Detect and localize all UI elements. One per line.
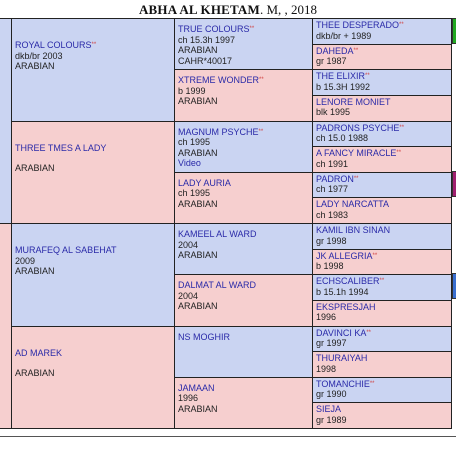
ancestor-detail: dkb/br + 1989 xyxy=(316,30,372,41)
ancestor-name: KAMIL IBN SINAN xyxy=(316,225,391,235)
ancestor-detail: dkb/br 2003 xyxy=(15,50,63,61)
ancestor-detail: b 1998 xyxy=(316,261,344,272)
ancestor-name-link[interactable] xyxy=(316,276,448,287)
gen3-ancestor-cell xyxy=(312,351,452,378)
ancestor-name-link[interactable] xyxy=(178,229,309,240)
ancestor-name-link[interactable] xyxy=(316,199,448,210)
ancestor-detail: 2004 xyxy=(178,239,199,250)
ancestor-name-link[interactable] xyxy=(178,332,309,343)
gen3-ancestor-cell xyxy=(312,274,452,301)
ancestor-name: THURAIYAH xyxy=(316,353,368,364)
ancestor-name-link[interactable] xyxy=(316,20,448,31)
ancestor-name-link[interactable] xyxy=(316,46,448,57)
gen3-ancestor-cell xyxy=(312,69,452,96)
gen3-ancestor-cell xyxy=(312,197,452,224)
ancestor-detail: ARABIAN xyxy=(15,266,55,277)
ancestor-detail: ch 1983 xyxy=(316,209,349,220)
gen3-ancestor-cell xyxy=(312,402,452,429)
blue-marker xyxy=(452,273,456,299)
gen2-ancestor-cell xyxy=(174,377,313,429)
ancestor-name: ROYAL COLOURS xyxy=(15,40,92,51)
ancestor-name: JK ALLEGRIA xyxy=(316,250,373,261)
ancestor-name-link[interactable] xyxy=(15,348,171,359)
registered-mark: ** xyxy=(353,47,359,54)
registered-mark: ** xyxy=(399,22,404,28)
horse-name: ABHA AL KHETAM xyxy=(138,2,260,17)
gen3-ancestor-cell xyxy=(312,121,452,148)
ancestor-detail: b 15.1h 1994 xyxy=(316,286,369,297)
ancestor-detail: 1996 xyxy=(316,312,337,323)
purple-marker xyxy=(452,171,456,197)
gen1-ancestor-cell xyxy=(11,121,175,225)
ancestor-name: ECHSCALIBER xyxy=(316,276,380,287)
ancestor-name-link[interactable] xyxy=(15,40,171,51)
gen2-ancestor-cell xyxy=(174,223,313,275)
ancestor-name: DALMAT AL WARD xyxy=(178,280,257,291)
ancestor-detail: ARABIAN xyxy=(178,45,218,55)
registered-mark: ** xyxy=(379,278,385,285)
ancestor-name: MURAFEQ AL SABEHAT xyxy=(15,245,117,256)
registered-mark: ** xyxy=(258,128,264,135)
gen2-ancestor-cell xyxy=(174,326,313,378)
registered-mark: ** xyxy=(353,175,359,182)
ancestor-detail: 1998 xyxy=(316,363,337,374)
video-link[interactable]: Video xyxy=(178,158,201,168)
ancestor-detail: ARABIAN xyxy=(15,61,55,72)
ancestor-name-link[interactable] xyxy=(15,245,171,256)
ancestor-detail: ARABIAN xyxy=(15,368,55,379)
ancestor-name: LADY AURIA xyxy=(178,177,231,188)
ancestor-detail xyxy=(15,153,171,163)
registered-mark: ** xyxy=(365,73,370,80)
gen3-ancestor-cell xyxy=(312,300,452,327)
divider xyxy=(0,436,456,437)
ancestor-name: MAGNUM PSYCHE xyxy=(178,126,259,137)
ancestor-name-link[interactable] xyxy=(178,383,309,394)
ancestor-detail: CAHR*40017 xyxy=(178,55,233,66)
ancestor-name: KAMEEL AL WARD xyxy=(178,229,257,239)
gen2-ancestor-cell xyxy=(174,18,313,70)
gen3-ancestor-cell xyxy=(312,223,452,250)
ancestor-detail: ch 1995 xyxy=(178,188,211,199)
gen2-ancestor-cell xyxy=(174,172,313,224)
ancestor-name-link[interactable] xyxy=(316,225,448,236)
ancestor-name-link[interactable] xyxy=(316,328,448,339)
ancestor-name: THE ELIXIR xyxy=(316,71,366,82)
ancestor-detail: blk 1995 xyxy=(316,107,351,118)
ancestor-name: DAHEDA xyxy=(316,45,354,56)
gen2-ancestor-cell xyxy=(174,274,313,326)
ancestor-name-link[interactable] xyxy=(316,97,448,108)
horse-details: . M, , 2018 xyxy=(259,2,318,17)
gen3-ancestor-cell xyxy=(312,377,452,404)
ancestor-detail: 2004 xyxy=(178,290,199,301)
ancestor-name: NS MOGHIR xyxy=(178,331,231,342)
gen3-ancestor-cell xyxy=(312,249,452,276)
ancestor-name: LENORE MONIET xyxy=(316,96,391,107)
ancestor-detail: 1996 xyxy=(178,393,199,404)
gen2-ancestor-cell xyxy=(174,121,313,173)
ancestor-name-link[interactable] xyxy=(316,123,448,134)
ancestor-name: THREE TMES A LADY xyxy=(15,142,107,153)
registered-mark: ** xyxy=(366,329,372,336)
ancestor-name: XTREME WONDER xyxy=(178,75,259,86)
registered-mark: ** xyxy=(396,150,402,157)
ancestor-detail: b 1999 xyxy=(178,85,206,96)
ancestor-name: EKSPRESJAH xyxy=(316,301,376,312)
ancestor-name: THEE DESPERADO xyxy=(316,20,400,30)
registered-mark: ** xyxy=(372,252,378,259)
gen3-ancestor-cell xyxy=(312,95,452,122)
gen1-ancestor-cell xyxy=(11,326,175,430)
ancestor-name: AD MAREK xyxy=(15,347,63,358)
gen3-ancestor-cell xyxy=(312,172,452,199)
ancestor-name-link[interactable] xyxy=(316,251,448,262)
gen1-ancestor-cell xyxy=(11,18,175,122)
ancestor-detail: gr 1998 xyxy=(316,235,347,246)
ancestor-name-link[interactable] xyxy=(178,24,309,35)
ancestor-name-link[interactable] xyxy=(316,71,448,82)
gen3-ancestor-cell xyxy=(312,44,452,71)
ancestor-name-link[interactable] xyxy=(316,379,448,390)
ancestor-name: PADRON xyxy=(316,173,354,184)
registered-mark: ** xyxy=(91,42,97,49)
ancestor-name-link[interactable] xyxy=(178,75,309,86)
gen3-ancestor-cell xyxy=(312,326,452,353)
ancestor-detail: ARABIAN xyxy=(178,403,218,414)
ancestor-name-link[interactable] xyxy=(178,280,309,291)
ancestor-detail: ch 1995 xyxy=(178,137,211,147)
ancestor-detail: ch 15.3h 1997 xyxy=(178,34,236,45)
gen2-ancestor-cell xyxy=(174,69,313,121)
ancestor-name-link[interactable] xyxy=(178,127,309,138)
ancestor-detail: ch 1977 xyxy=(316,184,349,195)
ancestor-detail: b 15.3H 1992 xyxy=(316,81,371,92)
ancestor-detail: gr 1989 xyxy=(316,414,347,425)
registered-mark: ** xyxy=(399,124,405,131)
ancestor-detail: ch 1991 xyxy=(316,158,349,169)
ancestor-name-link[interactable] xyxy=(178,178,309,189)
ancestor-detail: ARABIAN xyxy=(178,301,218,312)
ancestor-detail: gr 1987 xyxy=(316,56,347,67)
pedigree-table xyxy=(0,18,456,428)
registered-mark: ** xyxy=(249,26,255,32)
ancestor-detail: ch 15.0 1988 xyxy=(316,133,369,143)
gen1-ancestor-cell xyxy=(11,223,175,327)
gen3-ancestor-cell xyxy=(312,18,452,45)
ancestor-name: SIEJA xyxy=(316,404,342,415)
ancestor-name: A FANCY MIRACLE xyxy=(316,148,397,159)
ancestor-name-link[interactable] xyxy=(316,404,448,415)
ancestor-name: TRUE COLOURS xyxy=(178,24,250,34)
ancestor-name-link[interactable] xyxy=(316,302,448,313)
ancestor-detail: ARABIAN xyxy=(178,198,218,209)
ancestor-detail: ARABIAN xyxy=(178,96,218,107)
ancestor-detail: gr 1997 xyxy=(316,338,347,348)
ancestor-name: PADRONS PSYCHE xyxy=(316,122,400,133)
ancestor-detail: ARABIAN xyxy=(15,163,55,174)
ancestor-name-link[interactable] xyxy=(316,353,448,364)
ancestor-name-link[interactable] xyxy=(316,174,448,185)
ancestor-detail: 2009 xyxy=(15,255,36,266)
ancestor-name: DAVINCI KA xyxy=(316,327,367,338)
ancestor-name: JAMAAN xyxy=(178,382,215,393)
green-marker xyxy=(452,18,456,44)
ancestor-name-link[interactable] xyxy=(15,143,171,154)
registered-mark: ** xyxy=(259,77,264,84)
registered-mark: ** xyxy=(369,380,375,387)
page-title xyxy=(0,2,456,18)
ancestor-name: LADY NARCATTA xyxy=(316,199,390,210)
ancestor-name: TOMANCHIE xyxy=(316,378,370,389)
ancestor-name-link[interactable] xyxy=(316,148,448,159)
ancestor-detail: ARABIAN xyxy=(178,147,218,158)
ancestor-detail: ARABIAN xyxy=(178,250,218,260)
ancestor-detail xyxy=(15,358,171,368)
ancestor-detail: gr 1990 xyxy=(316,389,347,400)
gen3-ancestor-cell xyxy=(312,146,452,173)
